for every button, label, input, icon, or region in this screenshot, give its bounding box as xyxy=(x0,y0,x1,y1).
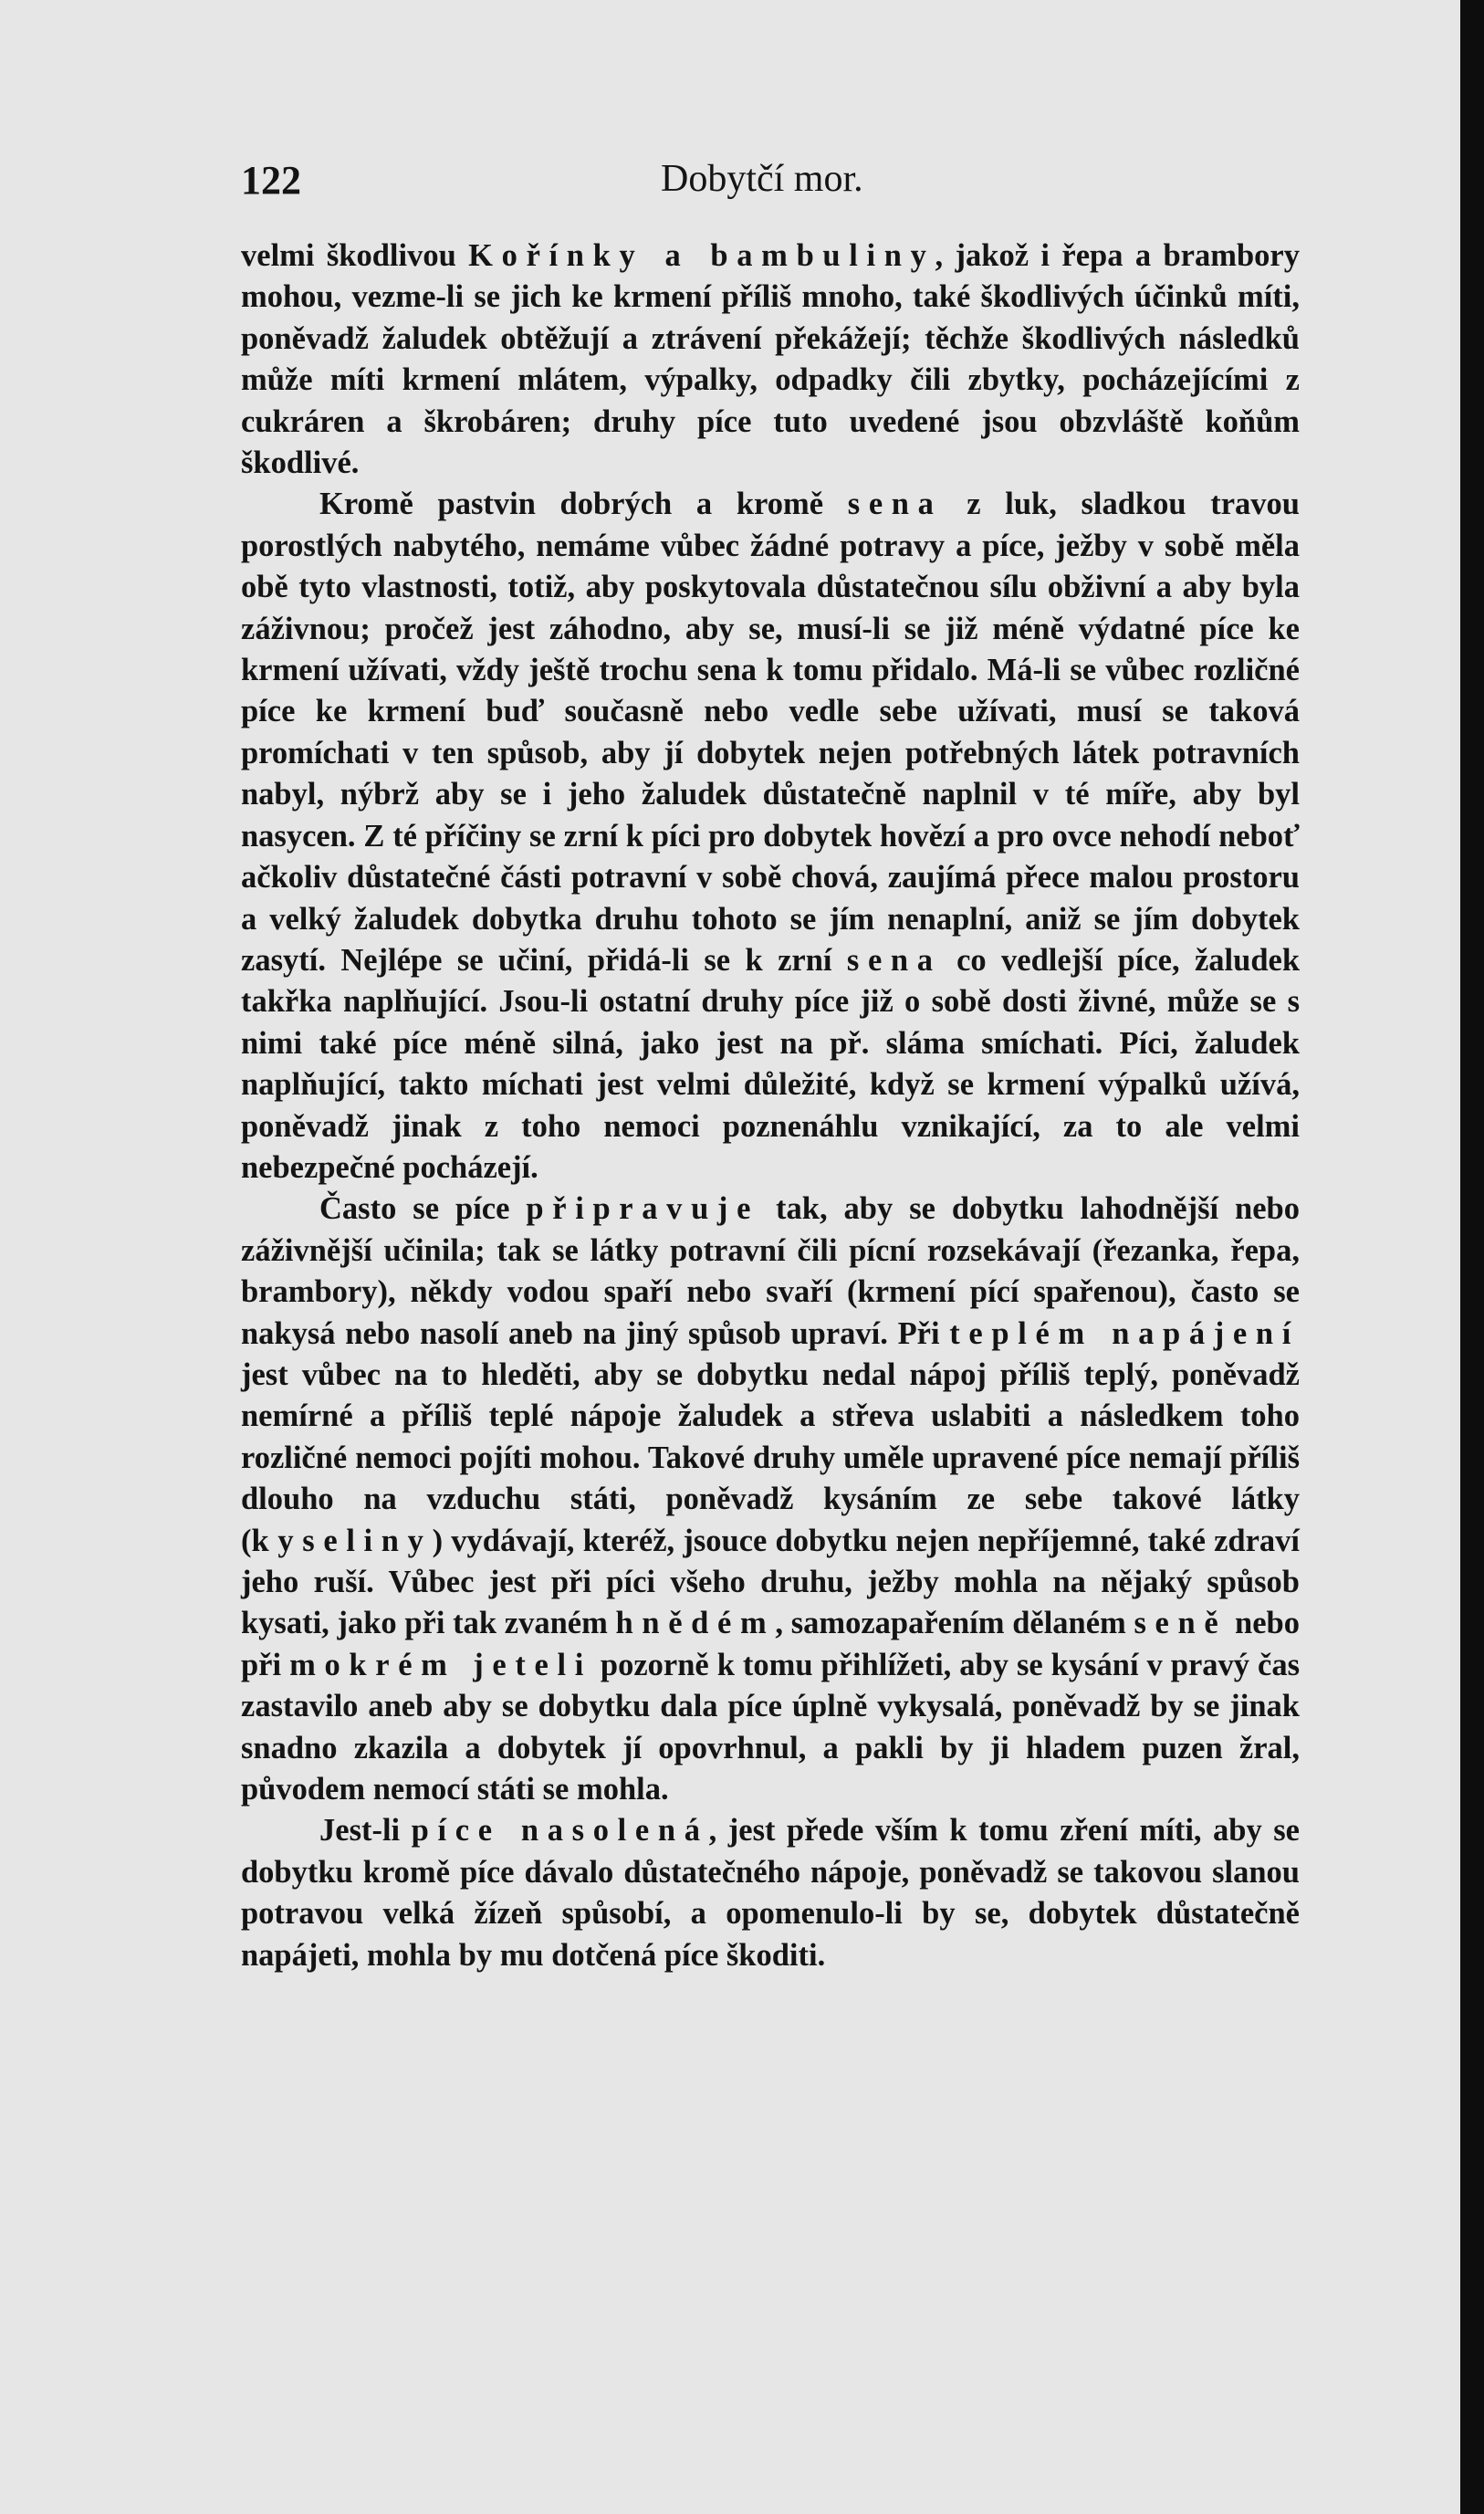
spaced-term: sena xyxy=(846,942,942,978)
spaced-term: seně xyxy=(1134,1606,1228,1641)
text-segment: pozorně k tomu přihlížeti, aby se kysání v pravý čas zastavilo aneb aby se dobytku dala píce úplně vykysalá, poněvadž by se jinak snadno zkazila a dobytek jí opovrhnul, a pakli by ji hladem puzen žral, původem nemocí státi se mohla. xyxy=(241,1647,1300,1807)
text-segment: , jakož i řepa a brambory mohou, vezme-li se jich ke krmení příliš mnoho, také škodlivých účinků míti, poněvadž žaludek obtěžují a ztrávení překážejí; těchže škodlivých následků může míti krmení mlátem, výpalky, odpadky čili zbytky, pocházejícími z cukráren a škrobáren; druhy píce tuto uvedené jsou obzvláště koňům škodlivé. xyxy=(241,238,1300,481)
text-segment: z luk, sladkou travou porostlých nabytého, nemáme vůbec žádné potravy a píce, ježby v sobě měla obě tyto vlastnosti, totiž, aby poskytovala důstatečnou sílu obživní a aby byla záživnou; pročež jest záhodno, aby se, musí-li se již méně výdatné píce ke krmení užívati, vždy ještě trochu sena k tomu přidalo. Má-li se vůbec rozličné píce ke krmení buď současně nebo vedle sebe užívati, musí se taková promíchati v ten spůsob, aby jí dobytek nejen potřebných látek potravních nabyl, nýbrž aby se i jeho žaludek důstatečně naplnil v té míře, aby byl nasycen. Z té příčiny se zrní k píci pro dobytek hovězí a pro ovce nehodí neboť ačkoliv důstatečné části potravní v sobě chová, zaujímá přece malou prostoru a velký žaludek dobytka druhu tohoto se jím nenaplní, aniž se jím dobytek zasytí. Nejlépe se učiní, přidá-li se k zrní xyxy=(241,487,1300,978)
paragraph xyxy=(241,484,1300,1189)
text-segment: Často se píce xyxy=(319,1191,527,1227)
paragraph xyxy=(241,1189,1300,1810)
text-segment: tak, aby se dobytku lahodnější nebo záživnější učinila; tak se látky potravní čili pícní rozsekávají (řezanka, řepa, brambory), někdy vodou spaří nebo svaří (krmení pící spařenou), často se nakysá nebo nasolí aneb na jiný spůsob upraví. Při xyxy=(241,1191,1300,1351)
text-segment: Jest-li xyxy=(319,1813,412,1849)
page-header xyxy=(241,137,1300,219)
paragraph xyxy=(241,236,1300,484)
text-segment: , jest přede vším k tomu zření míti, aby se dobytku kromě píce dávalo důstatečného nápoje, poněvadž se takovou slanou potravou velká žízeň spůsobí, a opomenulo-li by se, dobytek důstatečně napájeti, mohla by mu dotčená píce škoditi. xyxy=(241,1813,1300,1973)
spaced-term: píce nasolená xyxy=(411,1813,709,1849)
text-segment: nebo při xyxy=(241,1606,1300,1682)
book-page xyxy=(241,137,1301,1973)
body-text xyxy=(241,236,1300,1976)
spaced-term: hnědém xyxy=(615,1606,776,1641)
text-segment: co vedlejší píce, žaludek takřka naplňující. Jsou-li ostatní druhy píce již o sobě dosti živné, může se s nimi také píce méně silná, jako jest na př. sláma smíchati. Píci, žaludek naplňující, takto míchati jest velmi důležité, když se krmení výpalků užívá, poněvadž jinak z toho nemoci poznenáhlu vznikající, za to ale velmi nebezpečné pocházejí. xyxy=(241,942,1301,1185)
spaced-term: připravuje xyxy=(526,1191,760,1227)
spaced-term: Kořínky a bambuliny xyxy=(468,238,935,273)
paragraph xyxy=(241,1810,1300,1976)
text-segment: velmi škodlivou xyxy=(241,238,469,273)
spaced-term: sena xyxy=(847,487,943,522)
scan-edge-border xyxy=(1460,0,1484,2514)
text-segment: jest vůbec na to hleděti, aby se dobytku nedal nápoj příliš teplý, poněvadž nemírné a příliš teplé nápoje žaludek a střeva uslabiti a následkem toho rozličné nemoci pojíti mohou. Takové druhy uměle upravené píce nemají příliš dlouho na vzduchu státi, poněvadž kysáním ze sebe takové látky ( xyxy=(241,1357,1300,1558)
spaced-term: mokrém jeteli xyxy=(289,1647,592,1682)
spaced-term: teplém napájení xyxy=(949,1315,1300,1351)
text-segment: , samozapařením dělaném xyxy=(775,1606,1134,1641)
running-title: Dobytčí mor. xyxy=(661,158,863,200)
text-segment: Kromě pastvin dobrých a kromě xyxy=(319,487,848,522)
page-number: 122 xyxy=(241,158,301,203)
spaced-term: kyseliny xyxy=(251,1523,433,1558)
text-segment: ) vydávají, kteréž, jsouce dobytku nejen nepříjemné, také zdraví jeho ruší. Vůbec jest při píci všeho druhu, ježby mohla na nějaký spůsob kysati, jako při tak zvaném xyxy=(241,1523,1300,1641)
